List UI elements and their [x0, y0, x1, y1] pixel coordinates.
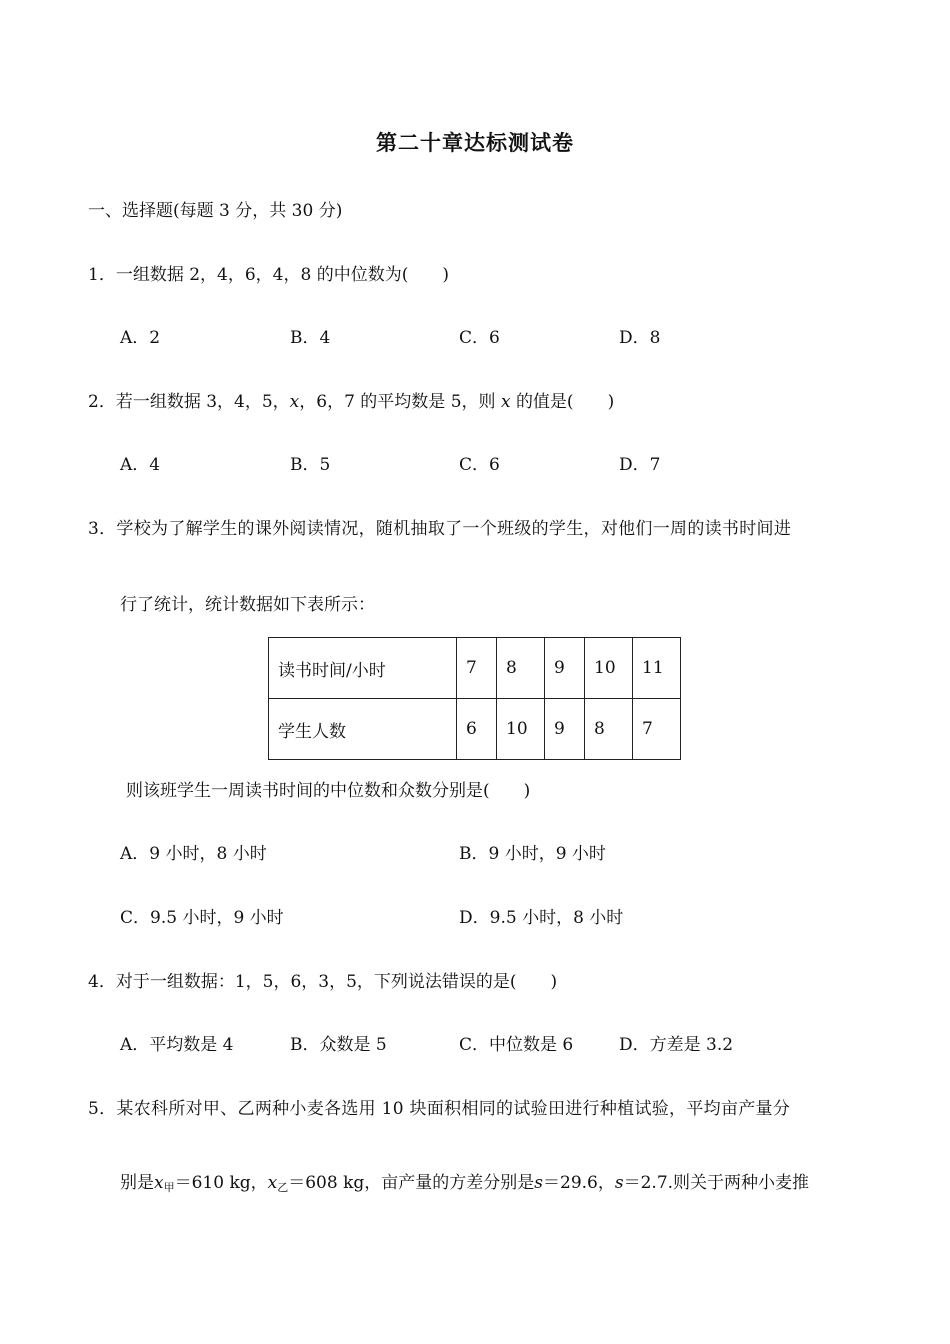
q2-option-b: B．5 [290, 455, 331, 475]
q4-option-a: A．平均数是 4 [120, 1035, 234, 1055]
q5-subscript-yi: 乙 [277, 1181, 289, 1194]
q4-option-b: B．众数是 5 [290, 1035, 387, 1055]
question-4-stem: 4．对于一组数据：1，5，6，3，5，下列说法错误的是( ) [88, 972, 558, 992]
table-cell: 8 [497, 638, 545, 699]
table-row [269, 699, 681, 760]
question-3-stem-line2: 行了统计，统计数据如下表所示： [120, 595, 375, 615]
page-title: 第二十章达标测试卷 [376, 130, 574, 155]
q3-option-a: A．9 小时，8 小时 [120, 844, 267, 864]
q3-option-b: B．9 小时，9 小时 [459, 844, 606, 864]
q5-text-part: ＝29.6， [543, 1173, 615, 1193]
q2-stem-part-c: 的值是( ) [515, 392, 615, 412]
table-cell: 10 [497, 699, 545, 760]
question-5-stem-line2 [120, 1171, 809, 1197]
question-5-stem-line1: 5．某农科所对甲、乙两种小麦各选用 10 块面积相同的试验田进行种植试验，平均亩产量分 [88, 1099, 791, 1119]
question-3-prompt: 则该班学生一周读书时间的中位数和众数分别是( ) [126, 781, 531, 801]
q4-option-d: D．方差是 3.2 [619, 1035, 734, 1055]
table-cell: 7 [633, 699, 681, 760]
q2-option-d: D．7 [619, 455, 661, 475]
table-cell: 7 [457, 638, 497, 699]
q1-option-a: A．2 [120, 328, 161, 348]
q5-variable-s: s [534, 1173, 544, 1193]
q2-stem-part-b: ，6，7 的平均数是 5，则 [299, 392, 496, 412]
question-1-stem: 1．一组数据 2，4，6，4，8 的中位数为( ) [88, 265, 449, 285]
q2-variable-x: x [289, 392, 300, 412]
table-cell: 10 [585, 638, 633, 699]
q5-variable-x: x [267, 1173, 278, 1193]
table-cell: 9 [545, 699, 585, 760]
table-row-header: 读书时间/小时 [269, 638, 457, 699]
q1-option-c: C．6 [459, 328, 500, 348]
q5-text-part: ＝2.7.则关于两种小麦推 [623, 1173, 810, 1193]
q3-option-c: C．9.5 小时，9 小时 [120, 908, 284, 928]
table-row [269, 638, 681, 699]
q2-option-c: C．6 [459, 455, 500, 475]
table-row-header: 学生人数 [269, 699, 457, 760]
table-cell: 9 [545, 638, 585, 699]
q5-text-part: ＝608 kg，亩产量的方差分别是 [288, 1173, 535, 1193]
question-3-stem-line1: 3．学校为了解学生的课外阅读情况，随机抽取了一个班级的学生，对他们一周的读书时间进 [88, 519, 792, 539]
q2-stem-part-a: 2．若一组数据 3，4，5， [88, 392, 290, 412]
table-cell: 8 [585, 699, 633, 760]
reading-time-table [268, 637, 681, 760]
q5-text-part: 别是 [120, 1173, 154, 1193]
table-cell: 11 [633, 638, 681, 699]
q5-variable-s: s [614, 1173, 624, 1193]
q3-option-d: D．9.5 小时，8 小时 [459, 908, 624, 928]
q2-variable-x-repeat: x [500, 392, 511, 412]
q2-option-a: A．4 [120, 455, 161, 475]
table-cell: 6 [457, 699, 497, 760]
section-heading: 一、选择题(每题 3 分，共 30 分) [88, 201, 343, 221]
q5-subscript-jia: 甲 [163, 1181, 175, 1194]
q5-variable-x: x [154, 1173, 164, 1193]
q4-option-c: C．中位数是 6 [459, 1035, 574, 1055]
q1-option-d: D．8 [619, 328, 661, 348]
q5-text-part: ＝610 kg， [174, 1173, 268, 1193]
question-2-stem [88, 390, 614, 414]
q1-option-b: B．4 [290, 328, 331, 348]
